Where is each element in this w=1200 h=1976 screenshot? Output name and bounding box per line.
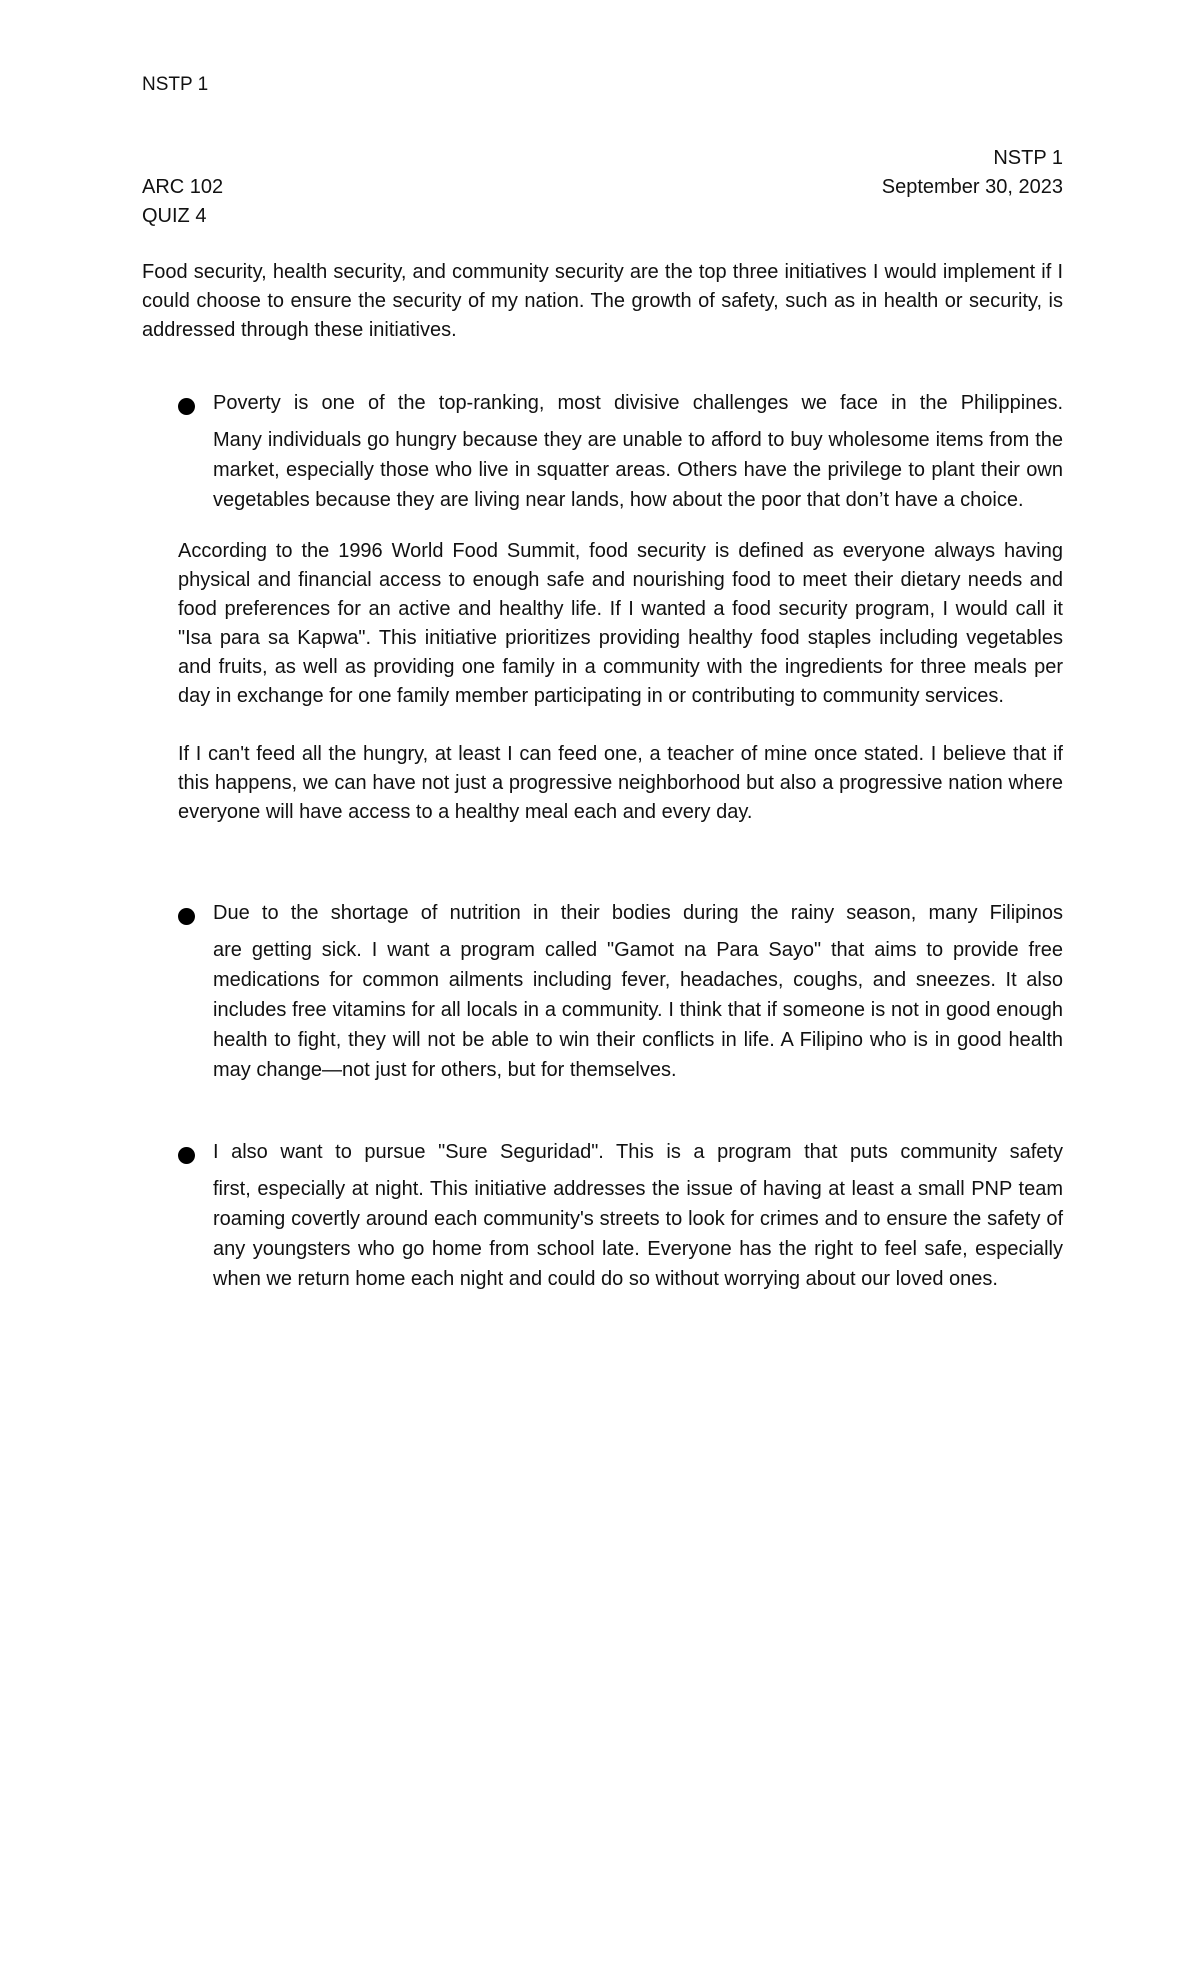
bullet-first-line: I also want to pursue "Sure Seguridad". This is a program that puts community safety bbox=[213, 1141, 1063, 1163]
bullet-icon bbox=[178, 908, 195, 925]
page-header-label: NSTP 1 bbox=[142, 74, 209, 95]
food-security-body bbox=[178, 537, 1063, 827]
date-label: September 30, 2023 bbox=[881, 176, 1063, 198]
heading-right-block bbox=[882, 144, 1063, 202]
heading-left-block bbox=[142, 173, 223, 231]
intro-paragraph: Food security, health security, and community security are the top three initiatives I would implement if I could choose to ensure the security of my nation. The growth of safety, such as in health or security, is addressed through these initiatives. bbox=[142, 261, 1063, 341]
bullet-icon bbox=[178, 1147, 195, 1164]
section-health-security bbox=[178, 898, 1063, 1085]
course-code: ARC 102 bbox=[142, 176, 224, 198]
bullet-item bbox=[178, 898, 1063, 1085]
bullet-item bbox=[178, 1137, 1063, 1294]
bullet-first-line: Due to the shortage of nutrition in their bodies during the rainy season, many Filipinos bbox=[213, 902, 1063, 924]
quiz-label: QUIZ 4 bbox=[142, 205, 207, 227]
bullet-body: first, especially at night. This initiative addresses the issue of having at least a small PNP team roaming covertly around each community's streets to look for crimes and to ensure the safety of any youngsters who go home from school late. Everyone has the right to feel safe, especially when we return home each night and could do so without worrying about our loved ones. bbox=[213, 1178, 1063, 1290]
bullet-first-line: Poverty is one of the top-ranking, most divisive challenges we face in the Philippines. bbox=[213, 392, 1063, 414]
section-community-security bbox=[178, 1137, 1063, 1294]
bullet-item bbox=[178, 388, 1063, 515]
food-security-closing-paragraph: If I can't feed all the hungry, at least I can feed one, a teacher of mine once stated. I believe that if this happens, we can have not just a progressive neighborhood but also a progressive nation where everyone will have access to a healthy meal each and every day. bbox=[178, 743, 1063, 823]
bullet-body: Many individuals go hungry because they are unable to afford to buy wholesome items from the market, especially those who live in squatter areas. Others have the privilege to plant their own vegetables because they are living near lands, how about the poor that don’t have a choice. bbox=[213, 429, 1063, 511]
bullet-icon bbox=[178, 398, 195, 415]
section-food-security bbox=[178, 388, 1063, 515]
bullet-body: are getting sick. I want a program called "Gamot na Para Sayo" that aims to provide free medications for common ailments including fever, headaches, coughs, and sneezes. It also includes free vitamins for all locals in a community. I think that if someone is not in good enough health to fight, they will not be able to win their conflicts in life. A Filipino who is in good health may change—not just for others, but for themselves. bbox=[213, 939, 1063, 1081]
course-label: NSTP 1 bbox=[993, 147, 1063, 169]
food-security-paragraph: According to the 1996 World Food Summit, food security is defined as everyone always having physical and financial access to enough safe and nourishing food to meet their dietary needs and food preferences for an active and healthy life. If I wanted a food security program, I would call it "Isa para sa Kapwa". This initiative prioritizes providing healthy food staples including vegetables and fruits, as well as providing one family in a community with the ingredients for three meals per day in exchange for one family member participating in or contributing to community services. bbox=[178, 540, 1063, 707]
